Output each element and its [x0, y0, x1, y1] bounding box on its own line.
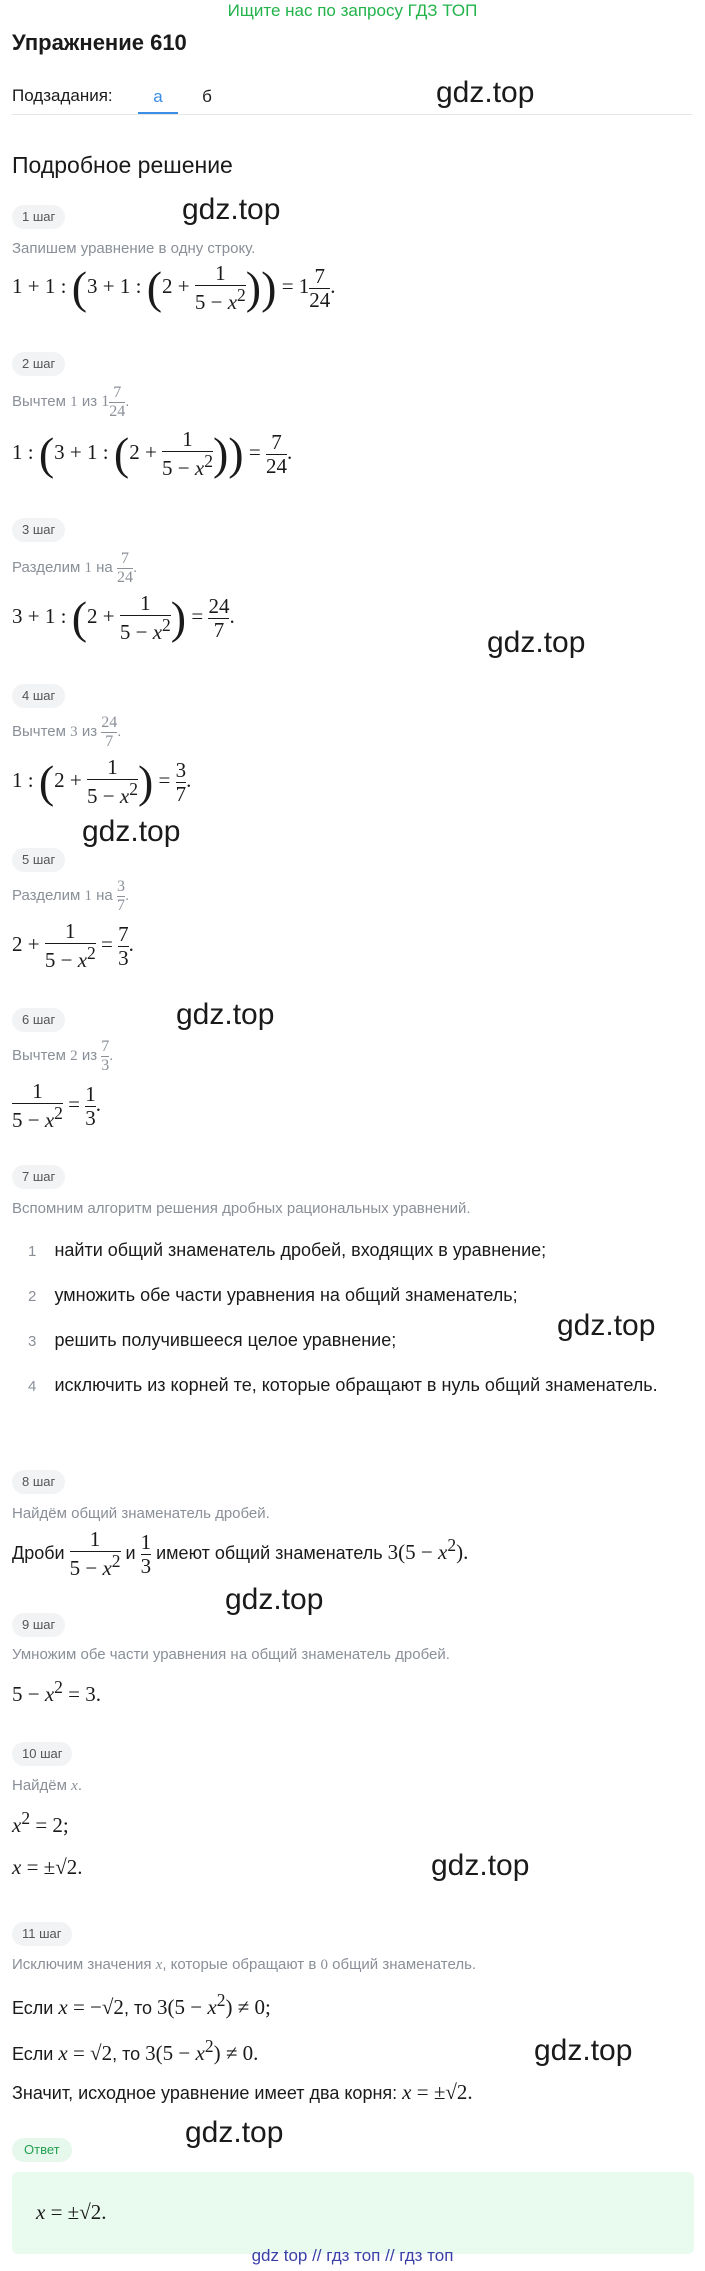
- watermark: gdz.top: [534, 2034, 633, 2067]
- equation-step-3: 3 + 1 : (2 + $\frac{1}{5 - x^2}$ ) = $\frac{24}{7}$ .: [12, 591, 235, 645]
- tabs-divider: [12, 114, 692, 115]
- subtasks-label: Подзадания:: [12, 86, 113, 105]
- equation-step-4: 1 : (2 + $\frac{1}{5 - x^2}$ ) = $\frac{3}{7}$ .: [12, 755, 192, 809]
- promo-banner[interactable]: Ищите нас по запросу ГДЗ ТОП: [227, 1, 478, 20]
- page-title: Упражнение 610: [12, 30, 187, 55]
- step-11-case-2: Если x = √2, то $3(5 - x^2) \ne 0$.: [12, 2036, 259, 2065]
- answer-box: [12, 2172, 694, 2254]
- equation-step-10b: x = ±√2.: [12, 1855, 83, 1879]
- step-hint: Вспомним алгоритм решения дробных рациональных уравнений.: [12, 1200, 471, 1217]
- step-hint: Умножим обе части уравнения на общий знаменатель дробей.: [12, 1646, 450, 1663]
- watermark: gdz.top: [557, 1309, 656, 1342]
- watermark: gdz.top: [225, 1583, 324, 1616]
- step-badge: 11 шаг: [12, 1922, 72, 1946]
- step-badge: 7 шаг: [12, 1165, 65, 1189]
- step-hint: Найдём общий знаменатель дробей.: [12, 1505, 270, 1522]
- list-item: 3 решить получившееся целое уравнение;: [28, 1330, 397, 1350]
- equation-step-6: $\frac{1}{5 - x^2}$ = $\frac{1}{3}$ .: [12, 1079, 102, 1133]
- step-hint: Вычтем 2 из $\frac{7}{3}$ .: [12, 1038, 114, 1074]
- equation-step-1: 1 + 1 : (3 + 1 : (2 + $\frac{1}{5 - x^2}$ )) = 1 $\frac{7}{24}$ .: [12, 261, 336, 315]
- watermark: gdz.top: [182, 193, 281, 226]
- equation-step-10a: $x^2 = 2$;: [12, 1808, 69, 1837]
- step-11-case-1: Если x = −√2, то $3(5 - x^2) \ne 0$;: [12, 1990, 271, 2019]
- watermark: gdz.top: [82, 815, 181, 848]
- algorithm-list: [28, 1240, 688, 1420]
- equation-step-5: 2 + $\frac{1}{5 - x^2}$ = $\frac{7}{3}$ .: [12, 919, 134, 973]
- step-hint: Запишем уравнение в одну строку.: [12, 240, 256, 257]
- equation-step-9: $5 - x^2 = 3$.: [12, 1677, 102, 1706]
- step-badge: 2 шаг: [12, 352, 65, 376]
- watermark: gdz.top: [185, 2116, 284, 2149]
- watermark: gdz.top: [487, 626, 586, 659]
- step-badge: 9 шаг: [12, 1613, 65, 1637]
- tab-subtask-a[interactable]: а: [153, 87, 163, 106]
- section-title: Подробное решение: [12, 152, 233, 178]
- footer-links[interactable]: gdz top // гдз топ // гдз топ: [251, 2246, 454, 2265]
- answer-value: x = ±√2.: [36, 2200, 107, 2224]
- answer-badge: Ответ: [12, 2138, 72, 2162]
- step-badge: 4 шаг: [12, 684, 65, 708]
- step-badge: 5 шаг: [12, 848, 65, 872]
- list-item: 1 найти общий знаменатель дробей, входящих в уравнение;: [28, 1240, 547, 1260]
- step-badge: 10 шаг: [12, 1742, 72, 1766]
- step-8-text: Дроби $\frac{1}{5 - x^2}$ и $\frac{1}{3}$ имеют общий знаменатель $3(5 - x^2)$.: [12, 1527, 469, 1581]
- watermark: gdz.top: [176, 998, 275, 1031]
- step-hint: Исключим значения x, которые обращают в 0 общий знаменатель.: [12, 1956, 477, 1973]
- step-hint: Разделим 1 на $\frac{7}{24}$ .: [12, 550, 138, 586]
- tab-subtask-b[interactable]: б: [202, 87, 212, 106]
- step-badge: 3 шаг: [12, 518, 65, 542]
- watermark: gdz.top: [431, 1849, 530, 1882]
- step-badge: 6 шаг: [12, 1008, 65, 1032]
- list-item: 4 исключить из корней те, которые обращают в нуль общий знаменатель.: [28, 1375, 658, 1395]
- step-hint: Вычтем 1 из 1 $\frac{7}{24}$ .: [12, 384, 130, 420]
- step-badge: 8 шаг: [12, 1470, 65, 1494]
- step-11-conclusion: Значит, исходное уравнение имеет два корня: x = ±√2.: [12, 2080, 473, 2104]
- step-hint: Найдём x.: [12, 1777, 82, 1794]
- step-hint: Разделим 1 на $\frac{3}{7}$ .: [12, 878, 130, 914]
- step-badge: 1 шаг: [12, 205, 65, 229]
- watermark: gdz.top: [436, 76, 535, 109]
- equation-step-2: 1 : (3 + 1 : (2 + $\frac{1}{5 - x^2}$ )) = $\frac{7}{24}$ .: [12, 427, 293, 481]
- step-hint: Вычтем 3 из $\frac{24}{7}$ .: [12, 714, 122, 750]
- list-item: 2 умножить обе части уравнения на общий знаменатель;: [28, 1285, 518, 1305]
